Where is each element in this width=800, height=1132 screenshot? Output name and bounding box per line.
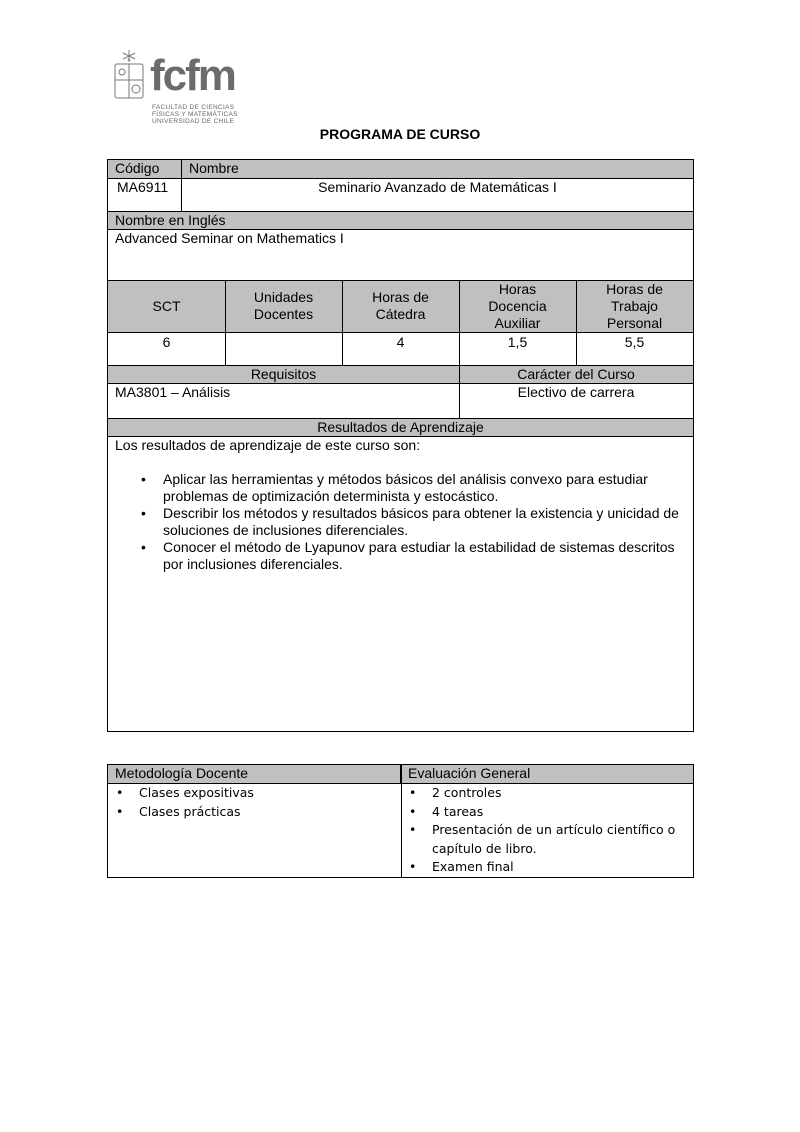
methodology-evaluation-table [107,764,694,878]
lecture-hours-header: Horas de Cátedra [372,289,429,322]
auxiliary-hours-value: 1,5 [507,334,528,350]
lecture-hours-value: 4 [396,334,405,350]
course-code: MA6911 [108,179,182,211]
evaluation-header: Evaluación General [401,765,693,783]
requirements-value: MA3801 – Análisis [115,384,231,400]
learning-outcomes-list [108,471,693,573]
page-title: PROGRAMA DE CURSO [319,126,481,142]
list-item: • Conocer el método de Lyapunov para estudiar la estabilidad de sistemas descritos por inclusiones diferenciales. [141,539,675,572]
sct-header: SCT [152,298,181,314]
list-item: • Clases expositivas [116,785,254,800]
methodology-list [108,784,401,821]
auxiliary-hours-header: Horas Docencia Auxiliar [488,281,547,331]
list-item: • Describir los métodos y resultados básicos para obtener la existencia y unicidad de soluciones de inclusiones diferenciales. [141,505,679,538]
list-item: • Aplicar las herramientas y métodos básicos del análisis convexo para estudiar problemas de optimización determinista y estocástico. [141,471,648,504]
personal-work-hours-value: 5,5 [624,334,645,350]
fcfm-wordmark: fcfm [150,51,235,100]
personal-work-hours-header: Horas de Trabajo Personal [606,281,663,331]
logo-subtitle-line: FÍSICAS Y MATEMÁTICAS [152,111,238,118]
university-crest-icon [112,48,146,102]
name-header: Nombre [182,160,693,178]
teaching-units-header: Unidades Docentes [253,289,314,322]
list-item: • 4 tareas [409,803,484,819]
english-name: Advanced Seminar on Mathematics I [115,230,344,246]
course-character-header: Carácter del Curso [517,366,635,382]
sct-value: 6 [162,334,171,350]
svg-text:✶: ✶ [126,57,132,64]
list-item: • Presentación de un artículo científico o capítulo de libro. [409,822,676,856]
learning-outcomes-header: Resultados de Aprendizaje [108,419,693,436]
evaluation-list [401,784,693,877]
code-header: Código [108,160,182,178]
english-name-header: Nombre en Inglés [108,212,693,229]
course-character-value: Electivo de carrera [517,384,635,400]
fcfm-logo [112,44,242,130]
course-table [107,159,694,732]
methodology-header: Metodología Docente [108,765,401,783]
requirements-header: Requisitos [250,366,317,382]
logo-subtitle-line: FACULTAD DE CIENCIAS [152,104,235,111]
learning-outcomes-intro: Los resultados de aprendizaje de este curso son: [115,437,421,453]
logo-subtitle-line: UNIVERSIDAD DE CHILE [152,118,235,125]
course-name: Seminario Avanzado de Matemáticas I [318,179,557,195]
list-item: • Clases prácticas [116,803,241,819]
list-item: • Examen final [409,859,514,874]
list-item: • 2 controles [409,785,502,800]
